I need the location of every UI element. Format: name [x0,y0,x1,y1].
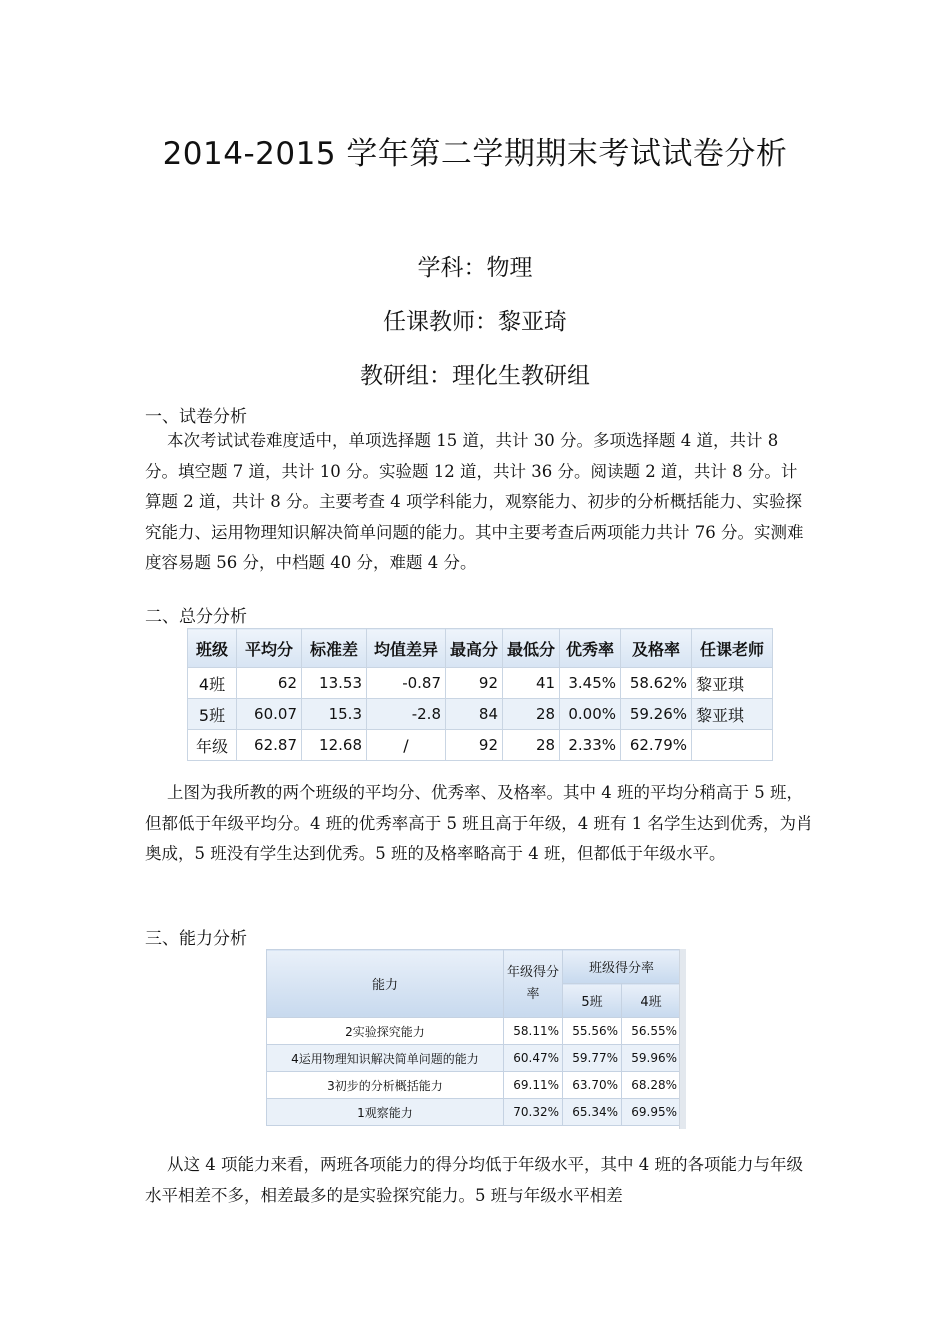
subject-line: 学科：物理 [417,255,533,281]
header-cell: 能力 [267,950,504,1018]
header-cell: 优秀率 [560,629,621,668]
header-cell: 平均分 [237,629,302,668]
table-cell: 62.87 [237,730,302,761]
table-cell: 3.45% [560,668,621,699]
table-cell: 56.55% [622,1018,681,1045]
section3-paragraph: 从这 4 项能力来看，两班各项能力的得分均低于年级水平，其中 4 班的各项能力与年级水平相差不多，相差最多的是实验探究能力。5 班与年级水平相差 [145,1155,803,1205]
header-cell: 班级得分率 [563,950,681,984]
table-cell: -0.87 [367,668,446,699]
header-cell: 任课老师 [692,629,773,668]
table-header-row [267,950,681,984]
section1-paragraph: 本次考试试卷难度适中，单项选择题 15 道，共计 30 分。多项选择题 4 道，共计 8 分。填空题 7 道，共计 10 分。实验题 12 道，共计 36 分。阅读题 2 道，共计 8 分。计算题 2 道，共计 8 分。主要考查 4 项学科能力，观察能力、初步的分析概括能力、实验探究能力、运用物理知识解决简单问题的能力。其中主要考查后两项能力共计 76 分。实测难度容易题 56 分，中档题 40 分，难题 4 分。 [145,431,804,572]
header-cell: 及格率 [621,629,692,668]
table-cell: 69.95% [622,1099,681,1126]
section2-paragraph: 上图为我所教的两个班级的平均分、优秀率、及格率。其中 4 班的平均分稍高于 5 班，但都低于年级平均分。4 班的优秀率高于 5 班且高于年级，4 班有 1 名学生达到优秀，为肖奥成，5 班没有学生达到优秀。5 班的及格率略高于 4 班，但都低于年级水平。 [145,783,813,863]
table-cell: 0.00% [560,699,621,730]
table-cell: 60.07 [237,699,302,730]
table-cell: 70.32% [504,1099,563,1126]
table-cell: 59.26% [621,699,692,730]
table-cell: 65.34% [563,1099,622,1126]
table-cell: 1观察能力 [267,1099,504,1126]
table-cell: 12.68 [302,730,367,761]
table-row [267,1018,681,1045]
table-row [188,730,773,761]
score-summary-table [187,628,773,761]
table-cell: -2.8 [367,699,446,730]
table-cell: 13.53 [302,668,367,699]
table-cell: 68.28% [622,1072,681,1099]
table-cell: 58.62% [621,668,692,699]
header-cell: 年级得分率 [504,950,563,1018]
table-cell: 58.11% [504,1018,563,1045]
header-cell: 均值差异 [367,629,446,668]
table-row [188,668,773,699]
table-cell: 41 [503,668,560,699]
table-cell: 3初步的分析概括能力 [267,1072,504,1099]
table-cell: 62 [237,668,302,699]
section3-heading: 三、能力分析 [145,929,247,949]
table-cell: 黎亚琪 [692,699,773,730]
table-row [188,699,773,730]
ability-table [266,949,681,1126]
table-cell: 黎亚琪 [692,668,773,699]
header-cell: 5班 [563,984,622,1018]
table-cell: 59.96% [622,1045,681,1072]
table-cell: 5班 [188,699,237,730]
table-cell: 55.56% [563,1018,622,1045]
table-cell: 15.3 [302,699,367,730]
table-cell: 59.77% [563,1045,622,1072]
header-cell: 最低分 [503,629,560,668]
section1-heading: 一、试卷分析 [145,407,247,427]
table-row [267,1099,681,1126]
table-cell: 69.11% [504,1072,563,1099]
table-cell: 92 [446,730,503,761]
document-title: 2014-2015 学年第二学期期末考试试卷分析 [162,136,788,172]
table-cell: 28 [503,699,560,730]
header-cell: 班级 [188,629,237,668]
table-cell: 62.79% [621,730,692,761]
table-cell: 84 [446,699,503,730]
table-cell [692,730,773,761]
table-cell: 28 [503,730,560,761]
table-header-row [188,629,773,668]
group-line: 教研组：理化生教研组 [360,363,590,389]
table-cell: 4运用物理知识解决简单问题的能力 [267,1045,504,1072]
header-cell: 标准差 [302,629,367,668]
table-row [267,1072,681,1099]
table-cell: 92 [446,668,503,699]
header-cell: 4班 [622,984,681,1018]
table-cell: 4班 [188,668,237,699]
table-cell: 60.47% [504,1045,563,1072]
table-cell: 63.70% [563,1072,622,1099]
table-cell: 2实验探究能力 [267,1018,504,1045]
table-cell: 年级 [188,730,237,761]
teacher-line: 任课教师：黎亚琦 [383,309,567,335]
table-row [267,1045,681,1072]
table-cell: 2.33% [560,730,621,761]
table-scrollbar [679,949,686,1129]
header-cell: 最高分 [446,629,503,668]
section2-heading: 二、总分分析 [145,607,247,627]
table-cell: / [367,730,446,761]
